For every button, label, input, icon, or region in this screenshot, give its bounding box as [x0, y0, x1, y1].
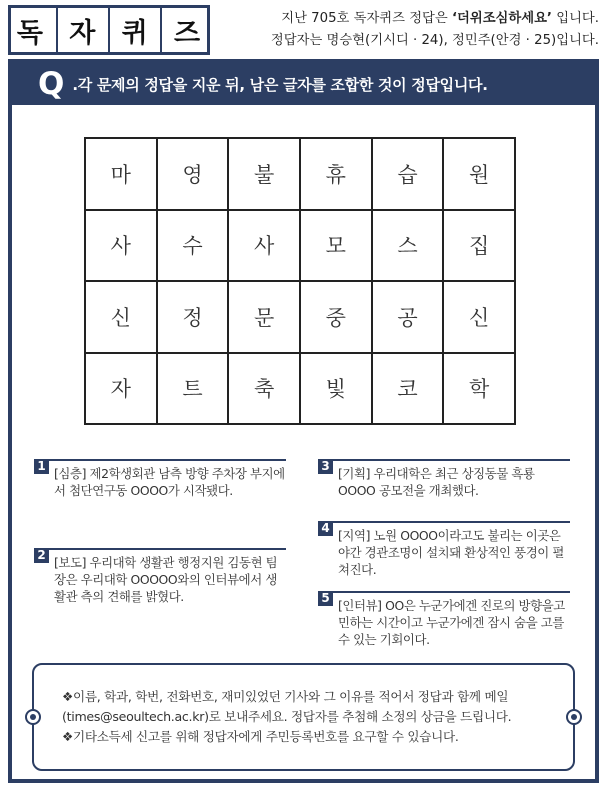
clue-text: [심층] 제2학생회관 남측 방향 주차장 부지에서 첨단연구동 OOOO가 시작됐다.: [54, 466, 285, 498]
grid-cell: 마: [86, 139, 158, 211]
clue-number: 4: [318, 521, 333, 536]
clue-text: [지역] 노원 OOOO이라고도 불리는 이곳은 야간 경관조명이 설치돼 환상적인 풍경이 펼쳐진다.: [338, 528, 564, 577]
title-char: 즈: [174, 17, 202, 49]
grid-cell: 집: [444, 211, 516, 283]
grid-cell: 신: [86, 282, 158, 354]
grid-cell: 신: [444, 282, 516, 354]
grid-cell: 정: [158, 282, 230, 354]
clue-5: [318, 591, 570, 648]
clue-3: [318, 459, 570, 499]
clue-text: [인터뷰] OO은 누군가에겐 진로의 방향을고민하는 시간이고 누군가에겐 잠시 숨을 고를 수 있는 기회이다.: [338, 598, 565, 647]
grid-cell: 공: [373, 282, 445, 354]
previous-answer-value: ‘더위조심하세요’: [451, 11, 552, 26]
submission-notice: [32, 663, 575, 771]
previous-answer-line: 지난 705호 독자퀴즈 정답은 ‘더위조심하세요’ 입니다.: [281, 11, 599, 26]
grid-cell: 원: [444, 139, 516, 211]
winners-line: 정답자는 명승현(기시디 · 24), 정민주(안경 · 25)입니다.: [270, 33, 599, 48]
title-divider: [160, 8, 162, 52]
grid-cell: 빛: [301, 354, 373, 426]
title-divider: [56, 8, 58, 52]
clue-number: 2: [34, 548, 49, 563]
clue-text: [보도] 우리대학 생활관 행정지원 김동현 팀장은 우리대학 OOOOO와의 인터뷰에서 생활관 측의 견해를 밝혔다.: [54, 555, 278, 604]
question-letter: Q: [38, 65, 65, 102]
question-banner: [12, 63, 595, 105]
clue-bar: [318, 591, 570, 593]
grid-cell: 스: [373, 211, 445, 283]
clue-text: [기획] 우리대학은 최근 상징동물 흑룡 OOOO 공모전을 개최했다.: [338, 466, 535, 498]
notice-line: ❖이름, 학과, 학번, 전화번호, 재미있었던 기사와 그 이유를 적어서 정답과 함께 메일: [62, 689, 509, 704]
grid-cell: 습: [373, 139, 445, 211]
grid-cell: 학: [444, 354, 516, 426]
circle-dot-icon: [25, 709, 41, 725]
grid-cell: 휴: [301, 139, 373, 211]
clue-bar: [34, 459, 286, 461]
grid-cell: 사: [229, 211, 301, 283]
previous-answer-info: [219, 8, 599, 52]
grid-cell: 자: [86, 354, 158, 426]
title-char: 퀴: [121, 17, 149, 49]
grid-cell: 수: [158, 211, 230, 283]
grid-cell: 영: [158, 139, 230, 211]
title-char: 독: [16, 17, 44, 49]
quiz-frame: [8, 59, 599, 783]
quiz-title: [8, 5, 210, 55]
grid-cell: 불: [229, 139, 301, 211]
circle-dot-icon: [566, 709, 582, 725]
letter-grid: [84, 137, 516, 425]
clue-1: [34, 459, 286, 499]
grid-cell: 문: [229, 282, 301, 354]
grid-cell: 축: [229, 354, 301, 426]
grid-cell: 트: [158, 354, 230, 426]
notice-line: ❖기타소득세 신고를 위해 정답자에게 주민등록번호를 요구할 수 있습니다.: [62, 729, 459, 744]
clue-2: [34, 548, 286, 605]
title-divider: [108, 8, 110, 52]
grid-cell: 모: [301, 211, 373, 283]
clue-number: 5: [318, 591, 333, 606]
grid-cell: 사: [86, 211, 158, 283]
notice-line: (times@seoultech.ac.kr)로 보내주세요. 정답자를 추첨해 소정의 상금을 드립니다.: [62, 709, 512, 724]
title-char: 자: [69, 17, 97, 49]
clue-bar: [318, 521, 570, 523]
grid-cell: 코: [373, 354, 445, 426]
clue-number: 3: [318, 459, 333, 474]
question-text: .각 문제의 정답을 지운 뒤, 남은 글자를 조합한 것이 정답입니다.: [72, 75, 488, 94]
clue-4: [318, 521, 570, 578]
clue-bar: [34, 548, 286, 550]
clue-number: 1: [34, 459, 49, 474]
clue-bar: [318, 459, 570, 461]
grid-cell: 중: [301, 282, 373, 354]
